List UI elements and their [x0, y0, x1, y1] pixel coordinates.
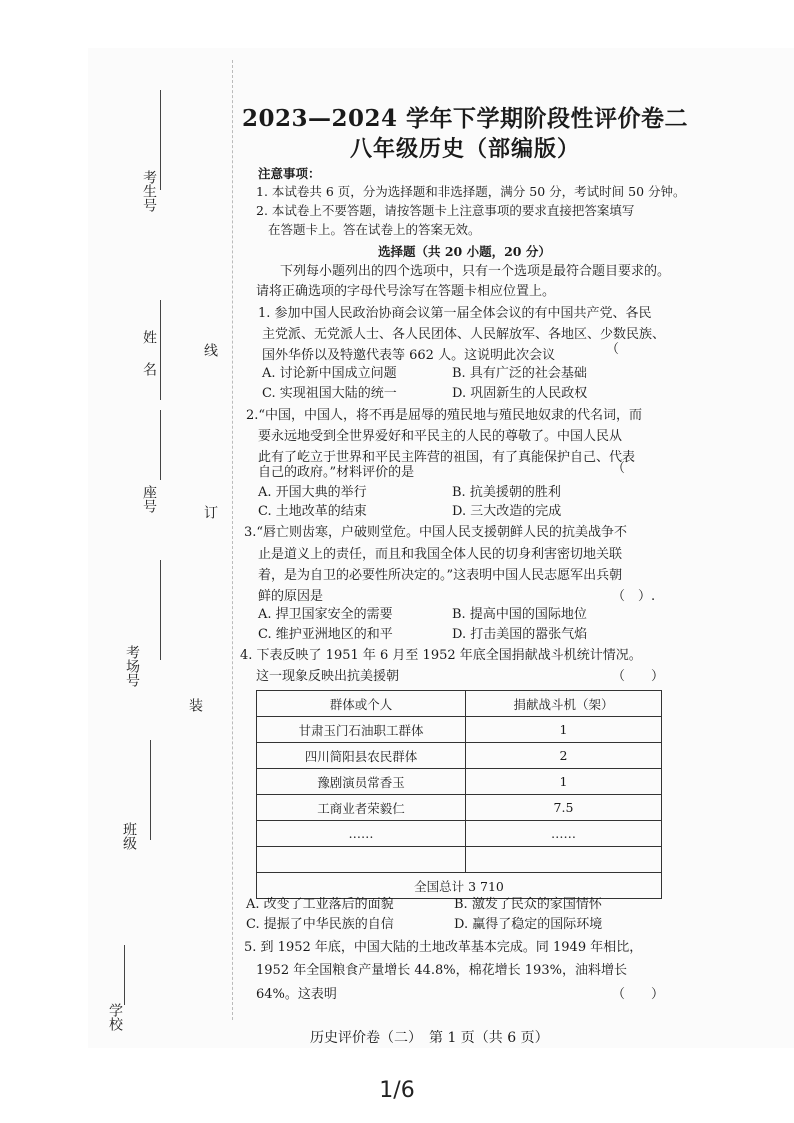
q2-option-d: D. 三大改造的完成 — [452, 504, 562, 519]
q2-line-3: 此有了屹立于世界和平民主阵营的祖国，有了真能保护自己、代表 — [258, 450, 636, 465]
table-header-row — [257, 691, 662, 717]
q3-option-d: D. 打击美国的嚣张气焰 — [452, 627, 588, 642]
q4-option-a: A. 改变了工业落后的面貌 — [246, 897, 394, 912]
exam-subtitle: 八年级历史（部编版） — [349, 136, 580, 162]
q5-line-3: 64%。这表明 — [256, 987, 337, 1002]
q4-answer-paren: （ ） — [612, 669, 665, 684]
table-header-cell: 群体或个人 — [257, 691, 466, 717]
page-indicator: 1/6 — [379, 1078, 415, 1103]
table-cell: 2 — [466, 743, 662, 769]
page-footer: 历史评价卷（二） 第 1 页（共 6 页） — [310, 1030, 549, 1046]
q1-option-b: B. 具有广泛的社会基础 — [452, 366, 587, 381]
table-cell: …… — [257, 821, 466, 847]
q1-answer-paren: （ — [606, 342, 620, 357]
name-label: 姓名 — [141, 330, 157, 394]
seat-line — [160, 410, 161, 480]
q5-answer-paren: （ ） — [612, 987, 665, 1002]
section-heading: 选择题（共 20 小题，20 分） — [378, 244, 551, 259]
table-cell — [466, 847, 662, 873]
name-line — [160, 300, 161, 400]
seat-label: 座号 — [141, 485, 157, 513]
table-cell — [257, 847, 466, 873]
q2-option-a: A. 开国大典的举行 — [258, 485, 367, 500]
exam-no-label: 考生号 — [141, 170, 157, 212]
binding-order-char: 订 — [202, 505, 218, 519]
table-cell: 1 — [466, 717, 662, 743]
table-row — [257, 821, 662, 847]
binding-install-char: 装 — [187, 698, 203, 712]
q5-line-2: 1952 年全国粮食产量增长 44.8%，棉花增长 193%，油料增长 — [256, 963, 627, 978]
table-cell: …… — [466, 821, 662, 847]
notes-heading: 注意事项： — [258, 166, 321, 181]
section-intro: 下列每小题列出的四个选项中，只有一个选项是最符合题目要求的。 — [280, 264, 671, 279]
q3-line-3: 着，是为自卫的必要性所决定的。”这表明中国人民志愿军出兵朝 — [258, 568, 623, 583]
q4-option-d: D. 赢得了稳定的国际环境 — [454, 917, 603, 932]
section-intro-cont: 请将正确选项的字母代号涂写在答题卡相应位置上。 — [256, 284, 556, 299]
notes-item-2-cont: 在答题卡上。答在试卷上的答案无效。 — [268, 222, 481, 237]
notes-item-2: 2. 本试卷上不要答题，请按答题卡上注意事项的要求直接把答案填写 — [256, 203, 635, 218]
q3-line-4: 鲜的原因是 — [258, 589, 324, 604]
q2-line-1: 2.“中国，中国人，将不再是屈辱的殖民地与殖民地奴隶的代名词，而 — [246, 408, 643, 423]
q4-option-c: C. 提振了中华民族的自信 — [246, 917, 394, 932]
q3-line-1: 3.“唇亡则齿寒，户破则堂危。中国人民支援朝鲜人民的抗美战争不 — [244, 525, 628, 540]
table-total-cell: 全国总计 3 710 — [257, 873, 662, 899]
notes-item-1: 1. 本试卷共 6 页，分为选择题和非选择题，满分 50 分，考试时间 50 分钟。 — [256, 184, 686, 199]
q1-line-1: 1. 参加中国人民政治协商会议第一届全体会议的有中国共产党、各民 — [258, 306, 652, 321]
q3-option-b: B. 提高中国的国际地位 — [452, 607, 587, 622]
binding-cut-line — [232, 60, 233, 1020]
q2-line-4: 自己的政府。”材料评价的是 — [258, 465, 415, 480]
table-header-cell: 捐献战斗机（架） — [466, 691, 662, 717]
table-row — [257, 769, 662, 795]
q2-option-b: B. 抗美援朝的胜利 — [452, 485, 561, 500]
exam-no-line — [160, 90, 161, 190]
table-cell: 7.5 — [466, 795, 662, 821]
q4-line-1: 4. 下表反映了 1951 年 6 月至 1952 年底全国捐献战斗机统计情况。 — [240, 648, 642, 663]
class-line — [150, 740, 151, 840]
table-row — [257, 743, 662, 769]
q1-option-d: D. 巩固新生的人民政权 — [452, 386, 588, 401]
q1-option-a: A. 讨论新中国成立问题 — [262, 366, 397, 381]
room-line — [160, 560, 161, 660]
school-line — [124, 945, 125, 1005]
donation-table — [256, 690, 662, 899]
table-row — [257, 795, 662, 821]
table-row — [257, 717, 662, 743]
binding-line-char: 线 — [202, 343, 218, 357]
q3-option-a: A. 捍卫国家安全的需要 — [258, 607, 393, 622]
q4-option-b: B. 激发了民众的家国情怀 — [454, 897, 602, 912]
room-label: 考场号 — [124, 645, 140, 687]
q3-option-c: C. 维护亚洲地区的和平 — [258, 627, 393, 642]
q1-line-3: 国外华侨以及特邀代表等 662 人。这说明此次会议 — [262, 348, 556, 363]
table-cell: 豫剧演员常香玉 — [257, 769, 466, 795]
table-cell: 1 — [466, 769, 662, 795]
q3-answer-paren: （ ）. — [612, 589, 656, 604]
table-cell: 工商业者荣毅仁 — [257, 795, 466, 821]
q5-line-1: 5. 到 1952 年底，中国大陆的土地改革基本完成。同 1949 年相比， — [244, 940, 643, 955]
q3-line-2: 止是道义上的责任，而且和我国全体人民的切身利害密切地关联 — [258, 547, 623, 562]
table-cell: 四川简阳县农民群体 — [257, 743, 466, 769]
table-cell: 甘肃玉门石油职工群体 — [257, 717, 466, 743]
table-row — [257, 847, 662, 873]
q2-option-c: C. 土地改革的结束 — [258, 504, 367, 519]
exam-title: 2023—2024 学年下学期阶段性评价卷二 — [241, 105, 689, 132]
q2-line-2: 要永远地受到全世界爱好和平民主的人民的尊敬了。中国人民从 — [258, 429, 623, 444]
q1-option-c: C. 实现祖国大陆的统一 — [262, 386, 397, 401]
q4-line-2: 这一现象反映出抗美援朝 — [256, 669, 400, 684]
class-label: 班级 — [121, 822, 137, 850]
school-label: 学校 — [107, 1003, 123, 1031]
q1-line-2: 主党派、无党派人士、各人民团体、人民解放军、各地区、少数民族、 — [262, 327, 666, 342]
q2-answer-paren: （ — [612, 461, 626, 476]
